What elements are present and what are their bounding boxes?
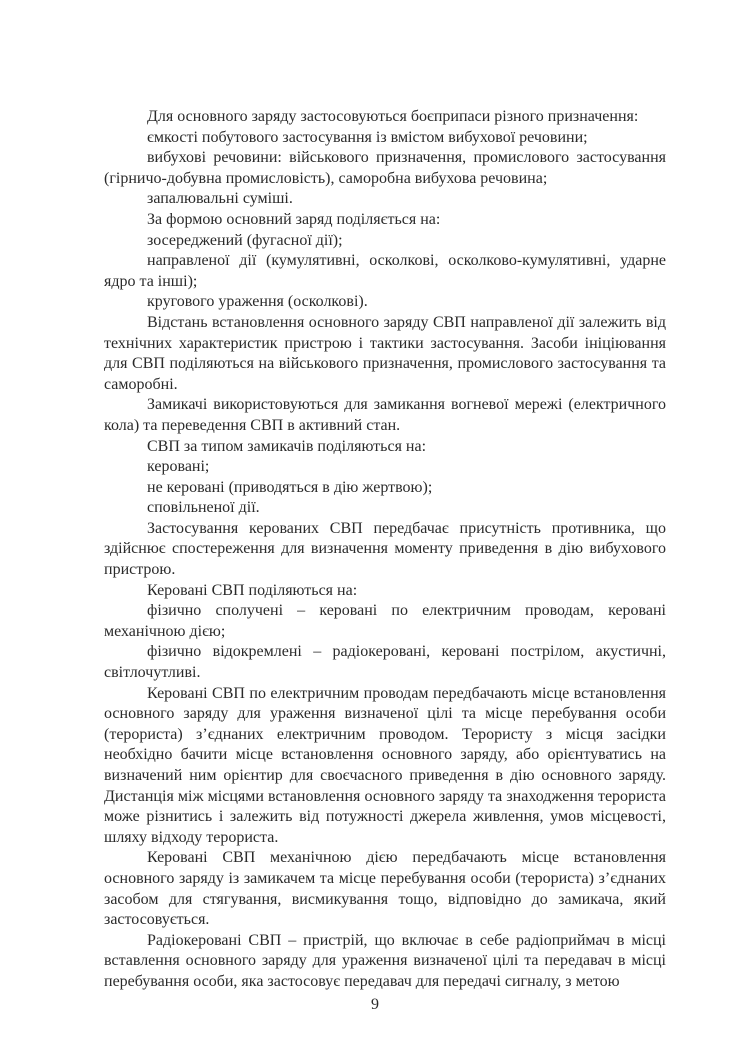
paragraph-6: зосереджений (фугасної дії); — [147, 231, 343, 249]
paragraph-15: Застосування керованих СВП передбачає присутність противника, що здійснює спостереження для визначення моменту приведення в дію вибухового пристрою. — [104, 519, 666, 579]
paragraph-17: фізично сполучені – керовані по електричним проводам, керовані механічною дією; — [104, 602, 666, 640]
paragraph-13: не керовані (приводяться в дію жертвою); — [147, 478, 433, 496]
paragraph-11: СВП за типом замикачів поділяються на: — [147, 437, 427, 455]
paragraph-18: фізично відокремлені – радіокеровані, керовані пострілом, акустичні, світлочутливі. — [104, 643, 666, 682]
body-text — [104, 107, 666, 993]
paragraph-12: керовані; — [147, 458, 210, 476]
paragraph-14: сповільненої дії. — [147, 499, 260, 517]
paragraph-5: За формою основний заряд поділяється на: — [147, 210, 441, 228]
paragraph-2: ємкості побутового застосування із вмістом вибухової речовини; — [147, 128, 588, 146]
paragraph-7: направленої дії (кумулятивні, осколкові, осколково-кумулятивні, ударне ядро та інші); — [104, 252, 666, 290]
paragraph-3: вибухові речовини: військового призначення, промислового застосування (гірничо-добувна промисловість), саморобна вибухова речовина; — [104, 149, 666, 187]
paragraph-19: Керовані СВП по електричним проводам передбачають місце встановлення основного заряду для ураження визначеної цілі та місце перебування особи (терориста) з’єднаних електричним проводом. Терористу з місця засідки необхідно бачити місце встановлення основного заряду, або орієнтуватись на визначений ним орієнтир для своєчасного приведення в дію основного заряду. Дистанція між місцями встановлення основного заряду та знаходження терориста може різнитись і залежить від потужності джерела живлення, умов місцевості, шляху відходу терориста. — [104, 684, 666, 846]
page-number: 9 — [371, 996, 379, 1013]
paragraph-4: запалювальні суміші. — [147, 190, 293, 208]
paragraph-20: Керовані СВП механічною дією передбачають місце встановлення основного заряду із замикачем та місце перебування особи (терориста) з’єднаних засобом для стягування, висмикування тощо, відповідно до замикача, який застосовується. — [104, 849, 666, 929]
paragraph-10: Замикачі використовуються для замикання вогневої мережі (електричного кола) та переведення СВП в активний стан. — [104, 396, 666, 434]
paragraph-1: Для основного заряду застосовуються боєприпаси різного призначення: — [147, 108, 639, 125]
paragraph-8: кругового ураження (осколкові). — [147, 293, 368, 311]
paragraph-16: Керовані СВП поділяються на: — [147, 581, 358, 599]
paragraph-9: Відстань встановлення основного заряду СВП направленої дії залежить від технічних характеристик пристрою і тактики застосування. Засоби ініціювання для СВП поділяються на військового призначення, промислового застосування та саморобні. — [104, 313, 666, 393]
paragraph-21: Радіокеровані СВП – пристрій, що включає в себе радіоприймач в місці вставлення основного заряду для ураження визначеної цілі та передавач в місці перебування особи, яка застосовує передавач для передачі сигналу, з метою — [104, 931, 666, 990]
